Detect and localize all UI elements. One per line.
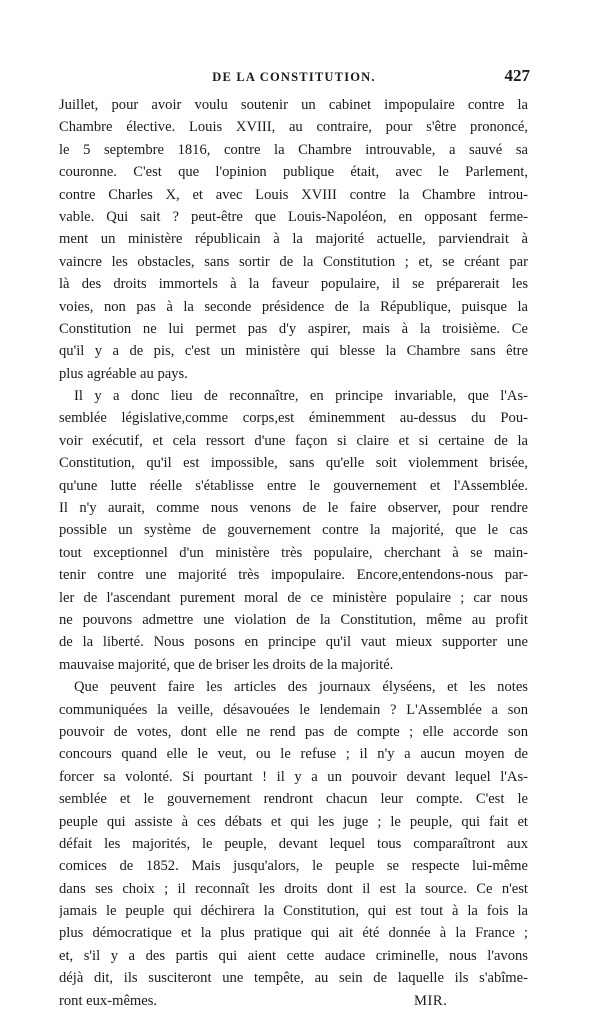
text-line: vable. Qui sait ? peut-être que Louis-Napoléon, en opposant ferme- — [59, 208, 528, 225]
text-line: possible un système de gouvernement contre la majorité, que le cas — [59, 522, 528, 539]
text-line: concours quand elle le veut, ou le refuse ; il n'y a aucun moyen de — [59, 746, 528, 763]
paragraph-2 — [59, 385, 528, 676]
text-line: Juillet, pour avoir voulu soutenir un cabinet impopulaire contre la — [59, 97, 528, 113]
text-line: peuple qui assiste à ces débats et qui les juge ; le peuple, qui fait et — [59, 813, 528, 830]
text-line: tout exceptionnel d'un ministère très populaire, cherchant à se main- — [59, 544, 528, 561]
text-line: comices de 1852. Mais jusqu'alors, le peuple se respecte lui-même — [59, 858, 528, 875]
text-line: semblée législative,comme corps,est éminemment au-dessus du Pou- — [59, 410, 528, 427]
text-line: Il n'y aurait, comme nous venons de le faire observer, pour rendre — [59, 500, 528, 517]
text-line: qu'une lutte réelle s'établisse entre le gouvernement et l'Assemblée. — [59, 477, 528, 494]
paragraph-3 — [59, 676, 528, 1012]
text-line: pouvoir de votes, dont elle ne rend pas de compte ; elle accorde son — [59, 723, 528, 740]
text-line: plus agréable au pays. — [59, 365, 188, 382]
text-line: Il y a donc lieu de reconnaître, en principe invariable, que l'As- — [74, 388, 528, 405]
text-line: forcer sa volonté. Si pourtant ! il y a un pouvoir devant lequel l'As- — [59, 768, 528, 785]
text-line: contre Charles X, et avec Louis XVIII contre la Chambre introu- — [59, 186, 528, 203]
text-line: communiquées la veille, désavouées le lendemain ? L'Assemblée a son — [59, 701, 528, 718]
text-line: ler de l'ascendant purement moral de ce ministère populaire ; car nous — [59, 589, 528, 606]
running-title: DE LA CONSTITUTION. — [212, 70, 376, 84]
text-line: semblée et le gouvernement rendront chacun leur compte. C'est le — [59, 791, 528, 808]
text-line: plus démocratique et la plus pratique qui ait été donnée à la France ; — [59, 925, 528, 942]
text-line: voies, non pas à la seconde présidence de la République, puisque la — [59, 298, 528, 315]
text-line: dans ses choix ; il reconnaît les droits dont il est la source. Ce n'est — [59, 880, 528, 897]
text-line: Chambre élective. Louis XVIII, au contraire, pour s'être prononcé, — [59, 119, 528, 136]
body-text — [59, 94, 528, 1012]
text-line: de la liberté. Nous posons en principe qu'il vaut mieux supporter une — [59, 634, 528, 651]
paragraph-1 — [59, 94, 528, 385]
author-signature: MIR. — [414, 992, 448, 1009]
text-line: voir exécutif, et cela ressort d'une façon si claire et si certaine de la — [59, 432, 528, 449]
text-line: le 5 septembre 1816, contre la Chambre introuvable, a sauvé sa — [59, 141, 528, 158]
running-head — [58, 66, 530, 88]
text-line: vaincre les obstacles, sans sortir de la Constitution ; et, se créant par — [59, 253, 528, 270]
text-line: là des droits immortels à la faveur populaire, il se préparerait les — [59, 276, 528, 293]
page-number: 427 — [504, 66, 530, 85]
text-line: Constitution ne lui permet pas d'y aspirer, mais à la troisième. Ce — [59, 320, 528, 337]
closing-line — [59, 990, 528, 1012]
text-line: jamais le peuple qui déchirera la Constitution, qui est tout à la fois la — [59, 903, 528, 920]
text-line: déjà dit, ils susciteront une tempête, au sein de laquelle ils s'abîme- — [59, 970, 528, 987]
text-line: défait les majorités, le peuple, devant lequel tous comparaîtront aux — [59, 835, 528, 852]
text-line: Que peuvent faire les articles des journaux élyséens, et les notes — [74, 679, 528, 696]
text-line: couronne. C'est que l'opinion publique était, avec le Parlement, — [59, 164, 528, 181]
text-line: et, s'il y a des partis qui aient cette audace criminelle, nous l'avons — [59, 947, 528, 964]
text-line: Constitution, qu'il est impossible, sans qu'elle soit violemment brisée, — [59, 455, 528, 472]
text-line: ment un ministère républicain à la majorité actuelle, parviendrait à — [59, 231, 528, 248]
text-line: qu'il y a de pis, c'est un ministère qui blesse la Chambre sans être — [59, 343, 528, 360]
text-line: ront eux-mêmes. — [59, 992, 158, 1009]
text-line: tenir contre une majorité très impopulaire. Encore,entendons-nous par- — [59, 567, 528, 584]
text-line: ne pouvons admettre une violation de la Constitution, même au profit — [59, 611, 528, 628]
text-line: mauvaise majorité, que de briser les droits de la majorité. — [59, 656, 394, 673]
